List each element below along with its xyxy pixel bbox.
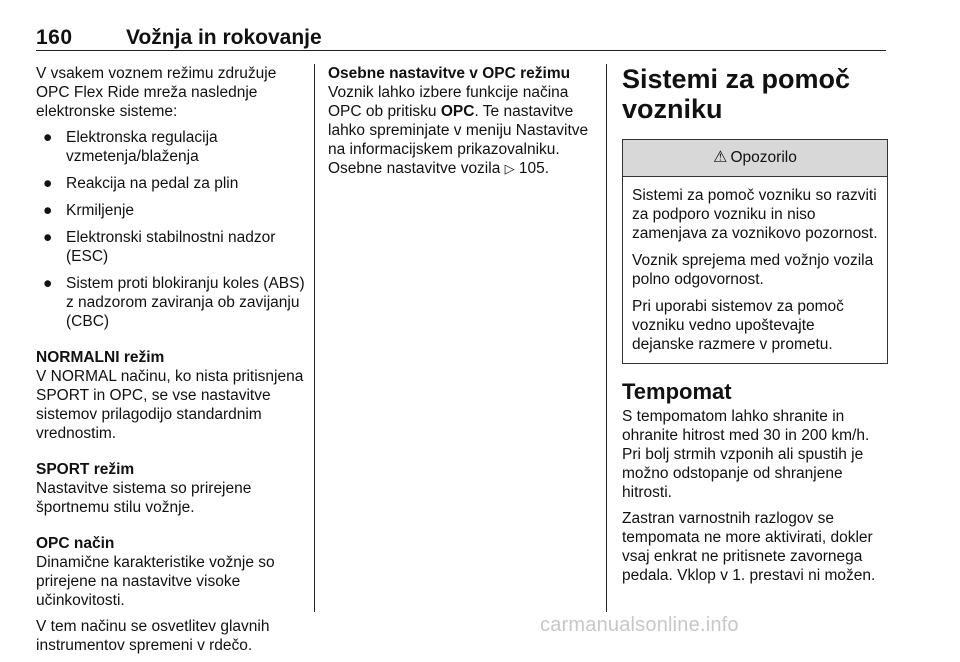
list-item-text: Sistem proti blokiranju koles (ABS) z nadzorom zaviranja ob zavijanju (CBC)	[66, 275, 305, 330]
page-reference-icon: ▷	[504, 161, 515, 176]
warning-label: Opozorilo	[730, 149, 797, 166]
page-number: 160	[36, 26, 73, 49]
opc-mode-heading: OPC način	[36, 535, 115, 552]
intro-paragraph: V vsakem voznem režimu združuje OPC Flex Ride mreža naslednje elektronske sisteme:	[36, 65, 277, 120]
bullet-icon: ●	[43, 175, 53, 192]
normal-mode-heading: NORMALNI režim	[36, 349, 165, 366]
section-title: Sistemi za pomoč vozniku	[622, 64, 851, 124]
opc-settings-text-start: Voznik lahko izbere funkcije načina OPC ob pritisku	[328, 84, 569, 120]
opc-settings-text-end: . Te nastavitve lahko spreminjate v meniju Nastavitve na informacijskem prikazovalniku. Osebne nastavitve vozila	[328, 103, 589, 177]
column-middle	[328, 64, 600, 185]
warning-header	[623, 140, 887, 177]
warning-text: Pri uporabi sistemov za pomoč vozniku vedno upoštevajte dejanske razmere v prometu.	[632, 298, 844, 353]
column-left	[36, 64, 308, 662]
opc-mode-text: Dinamične karakteristike vožnje so prirejene na nastavitve visoke učinkovitosti.	[36, 554, 275, 609]
list-item	[36, 201, 308, 220]
list-item	[36, 174, 308, 193]
opc-settings-heading: Osebne nastavitve v OPC režimu	[328, 65, 571, 82]
warning-body	[623, 177, 887, 363]
opc-mode-text-2: V tem načinu se osvetlitev glavnih instrumentov spremeni v rdečo.	[36, 618, 270, 654]
bullet-icon: ●	[43, 275, 53, 292]
bullet-icon: ●	[43, 129, 53, 146]
page-header	[36, 26, 886, 52]
cruise-control-text: S tempomatom lahko shranite in ohranite hitrost med 30 in 200 km/h. Pri bolj strmih vzponih ali spustih je možno odstopanje od shranjene hitrosti.	[622, 408, 870, 501]
bullet-icon: ●	[43, 202, 53, 219]
sport-mode-text: Nastavitve sistema so prirejene športnemu stilu vožnje.	[36, 480, 252, 516]
normal-mode-text: V NORMAL načinu, ko nista pritisnjena SPORT in OPC, se vse nastavitve sistemov prilagodijo standardnim vrednostim.	[36, 368, 304, 442]
list-item	[36, 274, 308, 331]
opc-settings-text	[328, 83, 600, 178]
warning-text: Voznik sprejema med vožnjo vozila polno odgovornost.	[632, 252, 874, 288]
list-item-text: Krmiljenje	[66, 202, 135, 219]
list-item-text: Elektronski stabilnostni nadzor (ESC)	[66, 229, 276, 265]
warning-icon: ⚠	[713, 149, 728, 166]
warning-text: Sistemi za pomoč vozniku so razviti za podporo vozniku in niso zamenjava za voznikovo pozornost.	[632, 187, 878, 242]
page-title: Vožnja in rokovanje	[126, 26, 322, 49]
list-item	[36, 228, 308, 266]
column-divider	[314, 64, 315, 612]
cruise-control-heading: Tempomat	[622, 379, 732, 404]
list-item-text: Reakcija na pedal za plin	[66, 175, 239, 192]
systems-list	[36, 128, 308, 331]
column-right	[622, 64, 888, 592]
cruise-control-text-2: Zastran varnostnih razlogov se tempomata ne more aktivirati, dokler vsaj enkrat ne pritisnete zavornega pedala. Vklop v 1. prestavi ni možen.	[622, 510, 876, 584]
warning-box	[622, 139, 888, 364]
watermark: carmanualsonline.info	[540, 614, 739, 636]
list-item	[36, 128, 308, 166]
page-reference: 105.	[514, 160, 550, 177]
list-item-text: Elektronska regulacija vzmetenja/blaženja	[66, 129, 218, 165]
header-rule	[36, 50, 886, 51]
opc-button-label: OPC	[440, 103, 475, 120]
column-divider	[606, 64, 607, 612]
bullet-icon: ●	[43, 229, 53, 246]
sport-mode-heading: SPORT režim	[36, 461, 135, 478]
